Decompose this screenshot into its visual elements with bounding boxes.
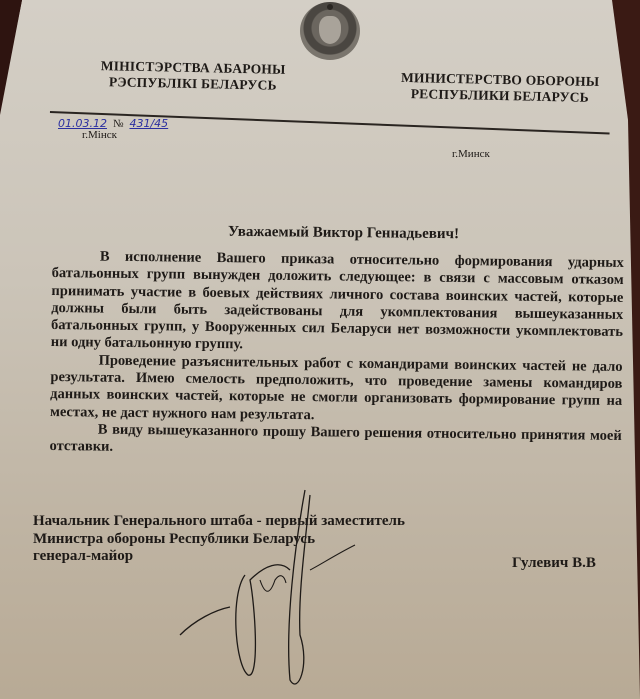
city-right: г.Минск <box>452 148 490 160</box>
letterhead-right-line1: МИНИСТЕРСТВО ОБОРОНЫ <box>400 69 600 90</box>
city-left: г.Мінск <box>82 129 117 141</box>
salutation: Уважаемый Виктор Геннадьевич! <box>227 223 460 243</box>
letterhead-russian <box>385 70 616 107</box>
paragraph: В исполнение Вашего приказа относительно формирования ударных батальонных групп вынужден доложить следующее: в связи с массовым отказом принимать участие в боевых действиях личного состава воинских частей, которые должны были быть задействованы для укомплектования вышеуказанных батальонных групп, у Вооруженных сил Беларуси нет возможности укомплектовать ни одну батальонную группу. <box>50 248 624 353</box>
star-icon <box>327 4 333 10</box>
signatory-name: Гулевич В.В <box>512 555 596 571</box>
letter-body <box>49 248 623 463</box>
letterhead-left-line2: РЭСПУБЛІКІ БЕЛАРУСЬ <box>108 74 277 93</box>
belarus-coat-of-arms-icon <box>300 2 360 60</box>
reference-number: 431/45 <box>129 117 169 130</box>
paragraph: Проведение разъяснительных работ с командирами воинских частей не дало результата. Имею смелость предположить, что проведение замены командиров данных воинских частей, которые не смогли организовать формирование групп на местах, не даст нужного нам результата. <box>49 352 623 423</box>
reference-date: 01.03.12 <box>58 117 107 130</box>
letterhead-left-line1: МІНІСТЭРСТВА АБАРОНЫ <box>100 58 286 77</box>
signature-title-line1: Начальник Генерального штаба - первый заместитель <box>33 513 405 529</box>
map-icon <box>319 16 341 44</box>
letterhead-right-line2: РЕСПУБЛИКИ БЕЛАРУСЬ <box>410 86 590 105</box>
signature-rank: генерал-майор <box>33 548 134 564</box>
handwritten-signature <box>170 485 360 685</box>
signature-title-line2: Министра обороны Республики Беларусь <box>33 530 316 547</box>
letterhead-belarusian <box>88 58 299 94</box>
number-sign: № <box>112 118 124 130</box>
paragraph: В виду вышеуказанного прошу Вашего решения относительно принятия моей отставки. <box>49 421 622 456</box>
